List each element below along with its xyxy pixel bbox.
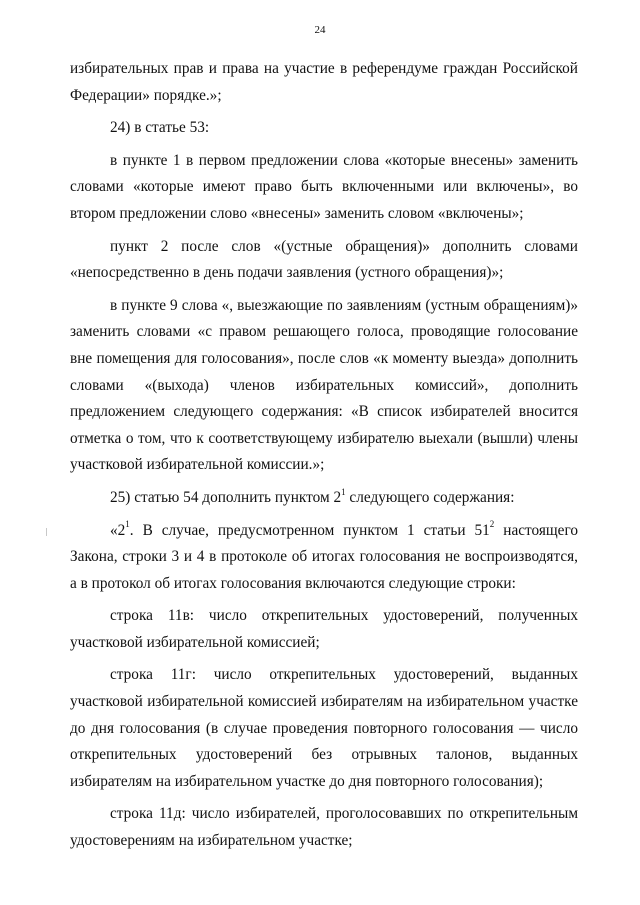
- paragraph-7-superscript-1: 1: [125, 519, 130, 530]
- paragraph-10: строка 11д: число избирателей, проголосовавших по открепительным удостоверениям на избирательном участке;: [70, 805, 578, 850]
- paragraph-6-text-before: 25) статью 54 дополнить пунктом 2: [110, 488, 342, 506]
- margin-mark: [46, 528, 47, 536]
- paragraph-7-part-3: настоящего Закона, строки 3 и 4 в протоколе об итогах голосования не воспроизводятся, а в протокол об итогах голосования включаются следующие строки:: [70, 521, 579, 592]
- paragraph-7-superscript-2: 2: [489, 519, 495, 530]
- paragraph-1: избирательных прав и права на участие в референдуме граждан Российской Федерации» порядке.»;: [70, 60, 578, 104]
- paragraph-7-part-2: . В случае, предусмотренном пунктом 1 статьи 51: [129, 521, 490, 539]
- paragraph-5: в пункте 9 слова «, выезжающие по заявлениям (устным обращениям)» заменить словами «с правом решающего голоса, проводящие голосование вне помещения для голосования», после слов «к моменту выезда» дополнить словами «(выхода) членов избирательных комиссий», дополнить предложением следующего содержания: «В список избирателей вносится отметка о том, что к соответствующему избирателю выехали (вышли) члены участковой избирательной комиссии.»;: [70, 296, 578, 474]
- paragraph-7: [70, 518, 578, 598]
- paragraph-9: строка 11г: число открепительных удостоверений, выданных участковой избирательной комиссией избирателям на избирательном участке до дня голосования (в случае проведения повторного голосования — число открепительных удостоверений без отрывных талонов, выданных избирателям на избирательном участке до дня повторного голосования);: [70, 666, 578, 790]
- paragraph-7-part-1: «2: [110, 521, 126, 539]
- paragraph-2: 24) в статье 53:: [110, 119, 210, 137]
- page-number: 24: [314, 24, 326, 36]
- paragraph-6-text-after: следующего содержания:: [345, 488, 515, 506]
- paragraph-6: [70, 485, 578, 512]
- paragraph-4: пункт 2 после слов «(устные обращения)» дополнить словами «непосредственно в день подачи заявления (устного обращения)»;: [70, 237, 578, 282]
- document-body: [70, 56, 578, 855]
- paragraph-8: строка 11в: число открепительных удостоверений, полученных участковой избирательной комиссией;: [70, 607, 578, 651]
- paragraph-3: в пункте 1 в первом предложении слова «которые внесены» заменить словами «которые имеют право быть включенными или включены», во втором предложении слово «внесены» заменить словом «включены»;: [70, 151, 578, 222]
- paragraph-6-superscript: 1: [341, 486, 346, 497]
